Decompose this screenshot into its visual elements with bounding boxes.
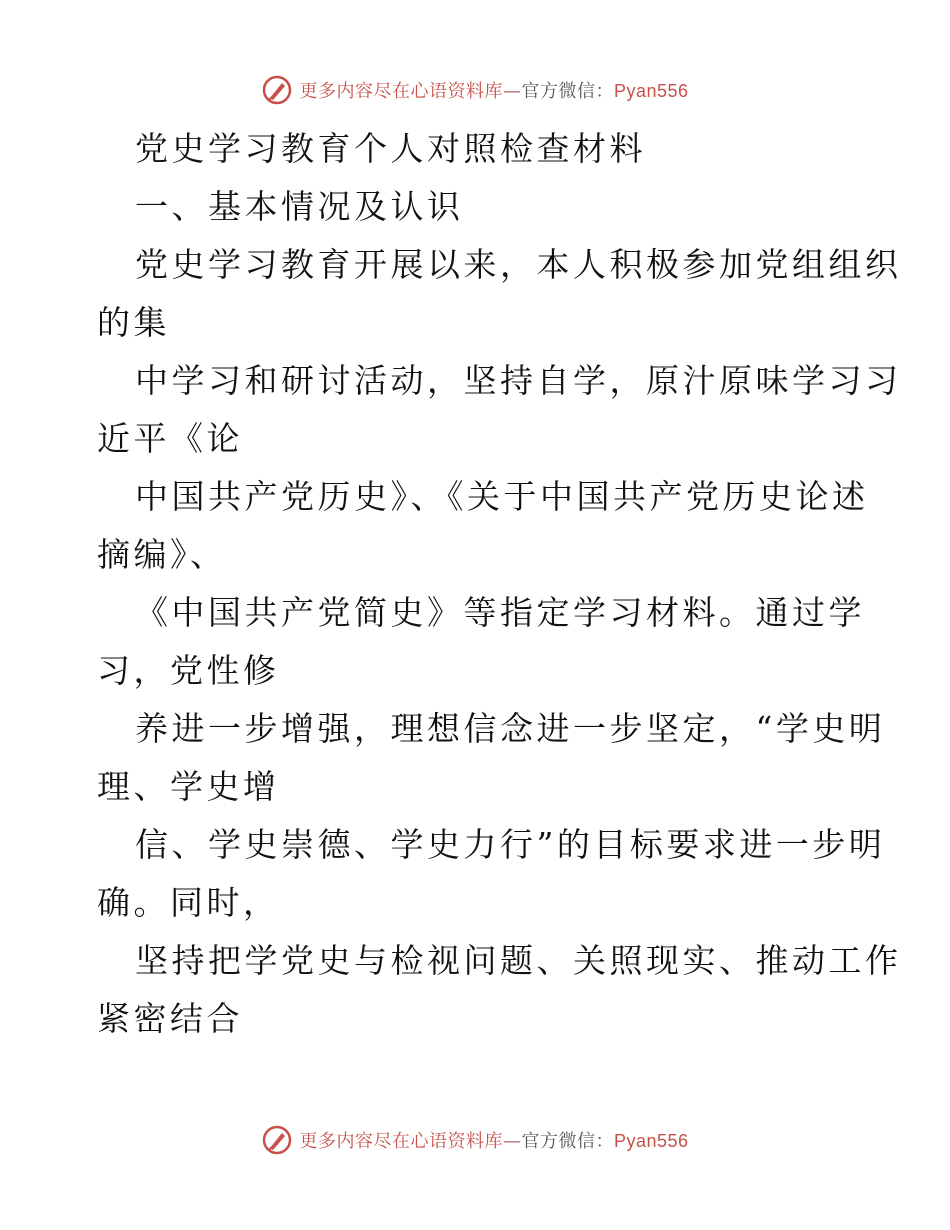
quill-logo-icon	[261, 1124, 293, 1156]
document-title: 党史学习教育个人对照检查材料	[135, 129, 646, 168]
paragraph-line: 养进一步增强，理想信念进一步坚定，“学史明	[135, 709, 886, 748]
paragraph-line: 习，党性修	[97, 651, 280, 690]
watermark-text	[299, 77, 688, 103]
paragraph-line: 摘编》、	[97, 535, 227, 574]
watermark-site: 更多内容尽在心语资料库	[299, 81, 503, 102]
paragraph-line: 近平《论	[97, 419, 243, 458]
quill-logo-icon	[261, 74, 293, 106]
section-heading: 一、基本情况及认识	[135, 187, 464, 226]
paragraph-line: 理、学史增	[97, 767, 280, 806]
paragraph-line: 信、学史崇德、学史力行”的目标要求进一步明	[135, 825, 886, 864]
watermark-label: 官方微信：	[521, 1131, 614, 1152]
paragraph-line: 《中国共产党简史》等指定学习材料。通过学	[135, 593, 865, 632]
paragraph-line: 紧密结合	[97, 999, 243, 1038]
watermark-wechat-id: Pyan556	[613, 81, 689, 101]
watermark-separator: —	[502, 1131, 522, 1152]
paragraph-line: 的集	[97, 303, 170, 342]
watermark-wechat-id: Pyan556	[613, 1131, 689, 1151]
header-watermark	[0, 70, 950, 110]
watermark-label: 官方微信：	[521, 81, 614, 102]
paragraph-line: 确。同时，	[97, 883, 280, 922]
paragraph-line: 中国共产党历史》、《关于中国共产党历史论述	[135, 477, 869, 516]
paragraph-line: 中学习和研讨活动，坚持自学，原汁原味学习习	[135, 361, 902, 400]
watermark-separator: —	[502, 81, 522, 102]
paragraph-line: 党史学习教育开展以来，本人积极参加党组组织	[135, 245, 902, 284]
paragraph-line: 坚持把学党史与检视问题、关照现实、推动工作	[135, 941, 902, 980]
watermark-text	[299, 1127, 688, 1153]
document-body	[97, 120, 902, 1048]
footer-watermark	[0, 1120, 950, 1160]
watermark-site: 更多内容尽在心语资料库	[299, 1131, 503, 1152]
